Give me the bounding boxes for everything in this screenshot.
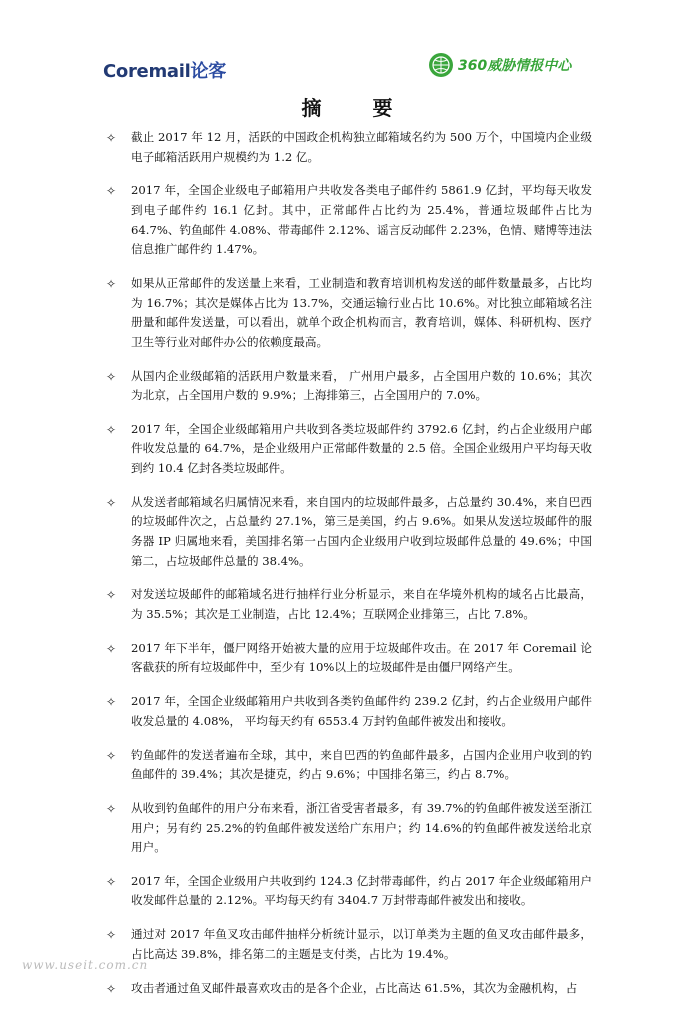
- diamond-bullet-icon: ✧: [106, 184, 117, 199]
- summary-item: [106, 420, 592, 479]
- un-emblem-icon: [428, 52, 454, 78]
- summary-item-text: 2017 年，全国企业级用户共收到约 124.3 亿封带毒邮件，约占 2017 年企业级邮箱用户收发邮件总量的 2.12%。平均每天约有 3404.7 万封带毒邮件被发出和接收。: [131, 873, 592, 908]
- diamond-bullet-icon: ✧: [106, 695, 117, 710]
- summary-item: [106, 639, 592, 678]
- summary-list: [106, 128, 592, 1013]
- summary-item-text: 从国内企业级邮箱的活跃用户数量来看， 广州用户最多，占全国用户数的 10.6%；其次为北京，占全国用户数的 9.9%；上海排第三，占全国用户的 7.0%。: [131, 368, 592, 403]
- summary-item-text: 2017 年，全国企业级电子邮箱用户共收发各类电子邮件约 5861.9 亿封，平均每天收发到电子邮件约 16.1 亿封。其中，正常邮件占比约为 25.4%，普通垃圾邮件占比为 64.7%、钓鱼邮件 4.08%、带毒邮件 2.12%、谣言反动邮件 2.23%，色情、赌博等违法信息推广邮件约 1.47%。: [131, 183, 592, 257]
- summary-item-text: 通过对 2017 年鱼叉攻击邮件抽样分析统计显示，以订单类为主题的鱼叉攻击邮件最多，占比高达 39.8%，排名第二的主题是支付类，占比为 19.4%。: [131, 927, 592, 961]
- diamond-bullet-icon: ✧: [106, 641, 117, 656]
- summary-item: [106, 274, 592, 352]
- 360-logo-text: 360威胁情报中心: [458, 58, 572, 74]
- diamond-bullet-icon: ✧: [106, 928, 117, 943]
- diamond-bullet-icon: ✧: [106, 131, 117, 145]
- diamond-bullet-icon: ✧: [106, 981, 117, 996]
- summary-item: [106, 493, 592, 571]
- summary-item-text: 从发送者邮箱域名归属情况来看，来自国内的垃圾邮件最多，占总量约 30.4%，来自巴西的垃圾邮件次之，占总量约 27.1%，第三是美国，约占 9.6%。如果从发送垃圾邮件的服务器 IP 归属地来看，美国排名第一占国内企业级用户收到垃圾邮件总量的 49.6%；中国第二，占垃圾邮件总量的 38.4%。: [131, 494, 592, 568]
- page-header: [0, 0, 694, 90]
- diamond-bullet-icon: ✧: [106, 422, 117, 437]
- summary-item: [106, 367, 592, 406]
- diamond-bullet-icon: ✧: [106, 748, 117, 763]
- summary-item-text: 2017 年，全国企业级邮箱用户共收到各类垃圾邮件约 3792.6 亿封，约占企业级用户邮件收发总量的 64.7%，是企业级用户正常邮件数量的 2.5 倍。全国企业级用户平均每天收到约 10.4 亿封各类垃圾邮件。: [131, 421, 592, 476]
- summary-item: [106, 585, 592, 624]
- diamond-bullet-icon: ✧: [106, 276, 117, 291]
- summary-item-text: 钓鱼邮件的发送者遍布全球，其中，来自巴西的钓鱼邮件最多，占国内企业用户收到的钓鱼邮件的 39.4%；其次是捷克，约占 9.6%；中国排名第三，约占 8.7%。: [131, 747, 592, 782]
- summary-item-text: 2017 年，全国企业级邮箱用户共收到各类钓鱼邮件约 239.2 亿封，约占企业级用户邮件收发总量的 4.08%， 平均每天约有 6553.4 万封钓鱼邮件被发出和接收。: [131, 694, 592, 728]
- summary-item-text: 攻击者通过鱼叉邮件最喜欢攻击的是各个企业，占比高达 61.5%，其次为金融机构，占: [131, 980, 578, 995]
- 360-threat-intel-logo: [428, 52, 571, 78]
- diamond-bullet-icon: ✧: [106, 369, 117, 384]
- summary-item-text: 对发送垃圾邮件的邮箱域名进行抽样行业分析显示，来自在华境外机构的域名占比最高，为 35.5%；其次是工业制造，占比 12.4%；互联网企业排第三，占比 7.8%。: [131, 587, 592, 621]
- summary-item-text: 2017 年下半年，僵尸网络开始被大量的应用于垃圾邮件攻击。在 2017 年 Coremail 论客截获的所有垃圾邮件中，至少有 10%以上的垃圾邮件是由僵尸网络产生。: [131, 640, 592, 675]
- diamond-bullet-icon: ✧: [106, 495, 117, 510]
- diamond-bullet-icon: ✧: [106, 874, 117, 889]
- summary-item: [106, 925, 592, 964]
- diamond-bullet-icon: ✧: [106, 801, 117, 816]
- summary-item-text: 从收到钓鱼邮件的用户分布来看，浙江省受害者最多，有 39.7%的钓鱼邮件被发送至浙江用户；另有约 25.2%的钓鱼邮件被发送给广东用户；约 14.6%的钓鱼邮件被发送给北京用户。: [131, 800, 592, 855]
- coremail-logo-cn: 论客: [190, 61, 226, 82]
- summary-item-text: 截止 2017 年 12 月，活跃的中国政企机构独立邮箱域名约为 500 万个，中国境内企业级电子邮箱活跃用户规模约为 1.2 亿。: [131, 130, 592, 164]
- watermark: www.useit.com.cn: [22, 958, 149, 972]
- page-title: 摘 要: [301, 96, 415, 120]
- summary-item: [106, 746, 592, 785]
- summary-item: [106, 128, 592, 167]
- summary-item: [106, 799, 592, 858]
- summary-item: [106, 181, 592, 259]
- summary-item: [106, 692, 592, 731]
- coremail-logo-brand: Coremail: [103, 61, 191, 82]
- summary-item-text: 如果从正常邮件的发送量上来看，工业制造和教育培训机构发送的邮件数量最多，占比均为 16.7%；其次是媒体占比为 13.7%，交通运输行业占比 10.6%。对比独立邮箱域名注册量和邮件发送量，可以看出，就单个政企机构而言，教育培训，媒体、科研机构、医疗卫生等行业对邮件办公的依赖度最高。: [131, 275, 592, 349]
- diamond-bullet-icon: ✧: [106, 588, 117, 603]
- summary-item: [106, 872, 592, 911]
- coremail-logo: [103, 57, 226, 83]
